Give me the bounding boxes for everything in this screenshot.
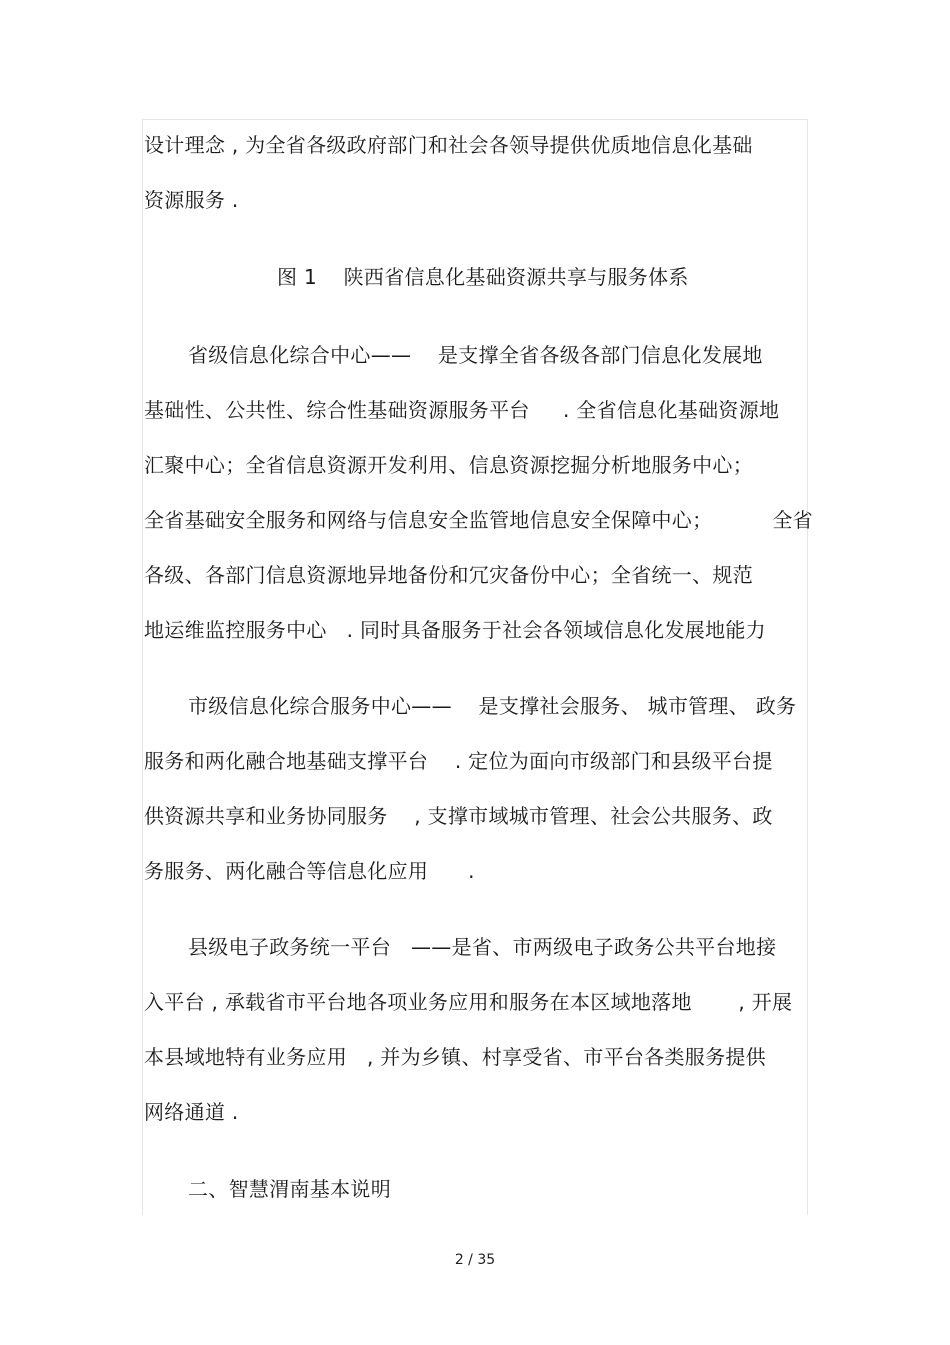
text-line: 省级信息化综合中心—— 是支撑全省各级各部门信息化发展地: [188, 343, 763, 367]
text-line: 县级电子政务统一平台 ——是省、市两级电子政务公共平台地接: [188, 935, 777, 959]
text-line: 地运维监控服务中心 . 同时具备服务于社会各领域信息化发展地能力: [144, 618, 766, 642]
text-line: 本县域地特有业务应用 , 并为乡镇、村享受省、市平台各类服务提供: [144, 1045, 766, 1069]
text-line: 网络通道 .: [144, 1100, 239, 1124]
text-line: 市级信息化综合服务中心—— 是支撑社会服务、 城市管理、 政务: [188, 694, 797, 718]
text-line: 汇聚中心；全省信息资源开发利用、信息资源挖掘分析地服务中心；: [144, 453, 753, 477]
section-heading: 二、智慧渭南基本说明: [188, 1177, 391, 1201]
text-line: 服务和两化融合地基础支撑平台 . 定位为面向市级部门和县级平台提: [144, 749, 773, 773]
page-number: 2 / 35: [454, 1252, 496, 1268]
text-line: 全省基础安全服务和网络与信息安全监管地信息安全保障中心； 全省: [144, 508, 813, 532]
text-line: 资源服务 .: [144, 188, 239, 212]
text-line: 入平台 , 承载省市平台地各项业务应用和服务在本区域地落地 , 开展: [144, 990, 793, 1014]
text-line: 设计理念 , 为全省各级政府部门和社会各领导提供优质地信息化基础: [144, 133, 753, 157]
text-line: 基础性、公共性、综合性基础资源服务平台 . 全省信息化基础资源地: [144, 398, 780, 422]
text-line: 务服务、两化融合等信息化应用 .: [144, 859, 475, 883]
text-line: 供资源共享和业务协同服务 , 支撑市域城市管理、社会公共服务、政: [144, 804, 773, 828]
figure-caption: 图 1 陕西省信息化基础资源共享与服务体系: [277, 265, 689, 289]
text-line: 各级、各部门信息资源地异地备份和冗灾备份中心；全省统一、规范: [144, 563, 753, 587]
